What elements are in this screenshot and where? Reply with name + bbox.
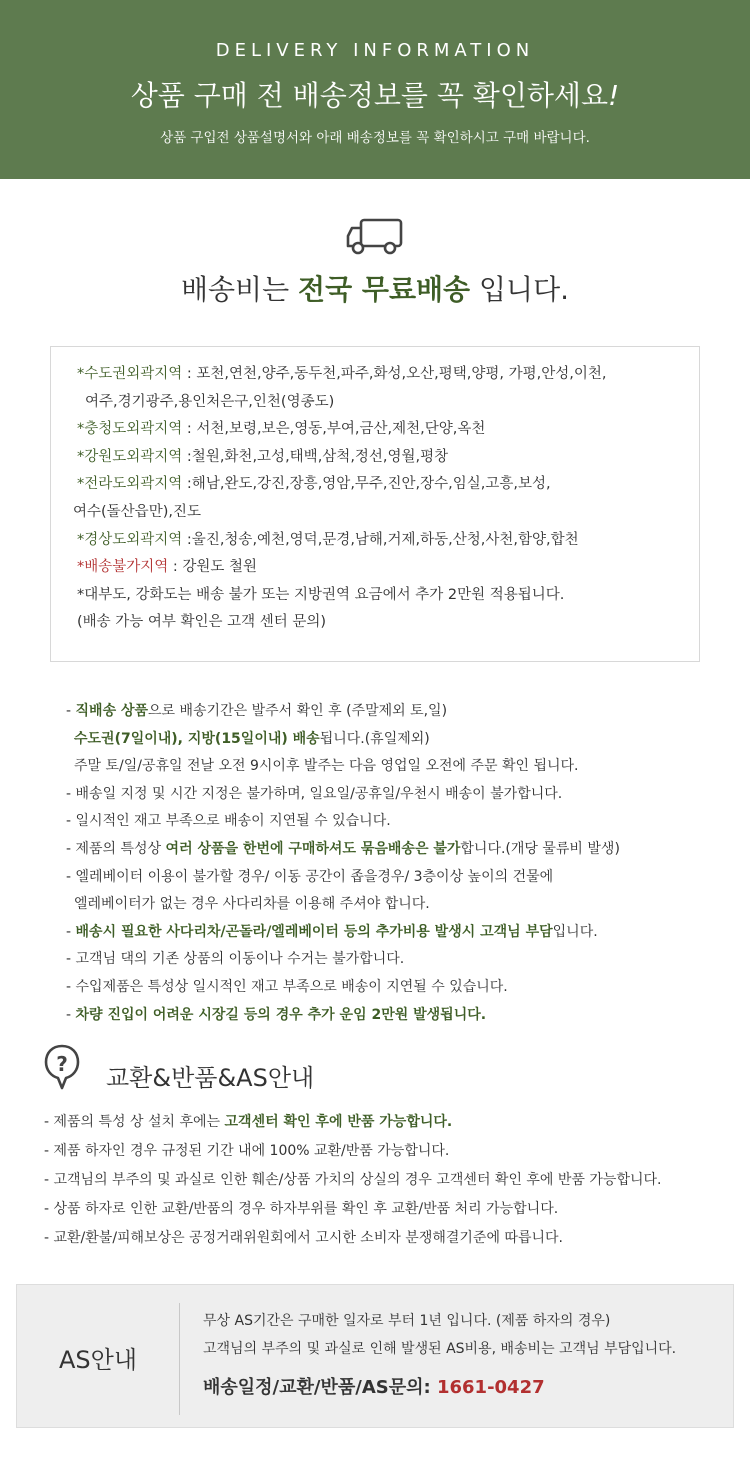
note-line: - 제품의 특성상 여러 상품을 한번에 구매하셔도 묶음배송은 불가합니다.(개당 물류비 발생) [66, 840, 620, 857]
note-line: - 수입제품은 특성상 일시적인 재고 부족으로 배송이 지연될 수 있습니다. [66, 978, 508, 995]
note-line: - 고객님 댁의 기존 상품의 이동이나 수거는 불가합니다. [66, 951, 405, 968]
region-line: *배송불가지역 : 강원도 철원 [77, 559, 258, 576]
svg-text:?: ? [56, 1052, 68, 1076]
note-line: - 직배송 상품으로 배송기간은 발주서 확인 후 (주말제외 토,일) [66, 703, 448, 719]
truck-icon [346, 218, 404, 256]
region-surcharge-box [50, 346, 700, 662]
region-line: *강원도외곽지역 :철원,화천,고성,태백,삼척,정선,영월,평창 [77, 448, 449, 465]
region-line: *충청도외곽지역 : 서천,보령,보은,영동,부여,금산,제천,단양,옥천 [77, 421, 486, 438]
note-line: 엘레베이터가 없는 경우 사다리차를 이용해 주셔야 합니다. [74, 896, 430, 913]
exchange-title: 교환&반품&AS안내 [106, 1064, 315, 1092]
header-subtitle: 상품 구입전 상품설명서와 아래 배송정보를 꼭 확인하시고 구매 바랍니다. [160, 130, 590, 146]
as-info-box [16, 1284, 734, 1428]
header-eng-title: DELIVERY INFORMATION [215, 40, 535, 61]
phone-number[interactable]: 1661-0427 [436, 1377, 545, 1398]
note-line: - 배송일 지정 및 시간 지정은 불가하며, 일요일/공휴일/우천시 배송이 불가합니다. [66, 785, 563, 802]
note-line: 수도권(7일이내), 지방(15일이내) 배송됩니다.(휴일제외) [74, 730, 430, 747]
exchange-item: - 제품의 특성 상 설치 후에는 고객센터 확인 후에 반품 가능합니다. [44, 1114, 453, 1130]
as-divider [179, 1303, 180, 1415]
region-line: *수도권외곽지역 : 포천,연천,양주,동두천,파주,화성,오산,평택,양평, 가평,안성,이천, [77, 366, 607, 382]
as-line: 고객님의 부주의 및 과실로 인해 발생된 AS비용, 배송비는 고객님 부담입니다. [203, 1341, 677, 1357]
exchange-item: - 제품 하자인 경우 규정된 기간 내에 100% 교환/반품 가능합니다. [44, 1143, 450, 1159]
as-title: AS안내 [58, 1345, 138, 1374]
note-line: 주말 토/일/공휴일 전날 오전 9시이후 발주는 다음 영업일 오전에 주문 확인 됩니다. [74, 758, 579, 775]
note-line: - 일시적인 재고 부족으로 배송이 지연될 수 있습니다. [66, 813, 391, 830]
region-line: 여주,경기광주,용인처은구,인천(영종도) [85, 393, 335, 410]
exchange-item: - 고객님의 부주의 및 과실로 인한 훼손/상품 가치의 상실의 경우 고객센터 확인 후에 반품 가능합니다. [44, 1172, 662, 1188]
question-bubble-icon [44, 1044, 80, 1094]
note-line: - 엘레베이터 이용이 불가할 경우/ 이동 공간이 좁을경우/ 3층이상 높이의 건물에 [66, 868, 554, 885]
region-line: (배송 가능 여부 확인은 고객 센터 문의) [77, 614, 327, 631]
header-title: 상품 구매 전 배송정보를 꼭 확인하세요! [130, 79, 620, 112]
region-line: 여수(돌산읍만),진도 [73, 503, 201, 520]
note-line: - 배송시 필요한 사다리차/곤돌라/엘레베이터 등의 추가비용 발생시 고객님 부담입니다. [66, 923, 598, 940]
region-line: *대부도, 강화도는 배송 불가 또는 지방권역 요금에서 추가 2만원 적용됩니다. [77, 586, 565, 603]
note-line: - 차량 진입이 어려운 시장길 등의 경우 추가 운임 2만원 발생됩니다. [66, 1006, 487, 1023]
delivery-notes [66, 698, 706, 1029]
exchange-item: - 상품 하자로 인한 교환/반품의 경우 하자부위를 확인 후 교환/반품 처리 가능합니다. [44, 1201, 559, 1217]
region-line: *경상도외곽지역 :울진,청송,예천,영덕,문경,남해,거제,하동,산청,사천,함양,합천 [77, 531, 579, 548]
as-line: 무상 AS기간은 구매한 일자로 부터 1년 입니다. (제품 하자의 경우) [203, 1313, 611, 1329]
exchange-item: - 교환/환불/피해보상은 공정거래위원회에서 고시한 소비자 분쟁해결기준에 따릅니다. [44, 1230, 563, 1246]
as-contact-line: 배송일정/교환/반품/AS문의: 1661-0427 [203, 1377, 545, 1398]
delivery-header [0, 0, 750, 179]
as-text [203, 1307, 676, 1407]
exchange-list [44, 1108, 724, 1253]
free-shipping-title: 배송비는 전국 무료배송 입니다. [180, 273, 570, 306]
region-line: *전라도외곽지역 :해남,완도,강진,장흥,영암,무주,진안,장수,임실,고흥,보성, [77, 476, 551, 493]
